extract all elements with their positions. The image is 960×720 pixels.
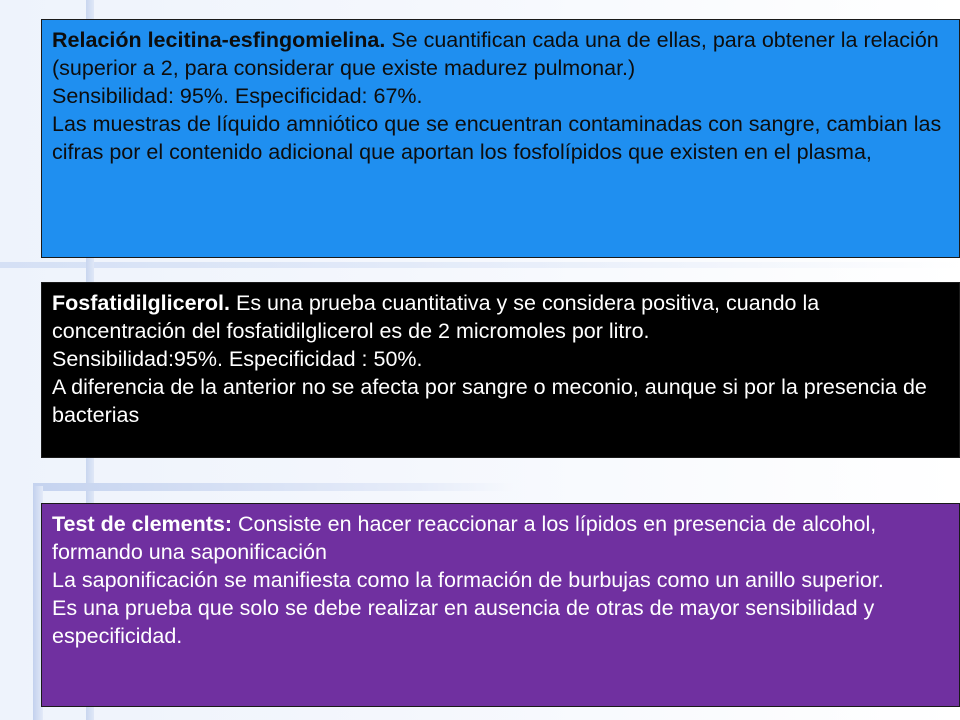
lecitina-description: Se cuantifican cada una de ellas, para obtener la relación (superior a 2, para considerar que existe madurez pulmonar.) — [52, 28, 939, 80]
clements-usage-note: Es una prueba que solo se debe realizar en ausencia de otras de mayor sensibilidad y especificidad. — [52, 596, 875, 648]
fosfatidil-description: Es una prueba cuantitativa y se considera positiva, cuando la concentración del fosfatidilglicerol es de 2 micromoles por litro. — [52, 291, 820, 343]
lecitina-title: Relación lecitina-esfingomielina. — [52, 28, 386, 52]
clements-saponification-note: La saponificación se manifiesta como la formación de burbujas como un anillo superior. — [52, 568, 884, 592]
lecitina-paragraph — [52, 26, 949, 82]
fosfatidilglicerol-box — [41, 282, 960, 458]
clements-paragraph — [52, 510, 949, 566]
clements-description: Consiste en hacer reaccionar a los lípidos en presencia de alcohol, formando una saponificación — [52, 512, 877, 564]
lecitina-sensitivity: Sensibilidad: 95%. Especificidad: 67%. — [52, 84, 423, 108]
test-de-clements-box — [41, 503, 960, 707]
lecitina-esfingomielina-box — [41, 19, 960, 258]
fosfatidil-title: Fosfatidilglicerol. — [52, 291, 230, 315]
fosfatidil-difference-note: A diferencia de la anterior no se afecta por sangre o meconio, aunque si por la presencia de bacterias — [52, 375, 927, 427]
fosfatidil-sensitivity: Sensibilidad:95%. Especificidad : 50%. — [52, 347, 423, 371]
lecitina-contamination-note: Las muestras de líquido amniótico que se encuentran contaminadas con sangre, cambian las cifras por el contenido adicional que aportan los fosfolípidos que existen en el plasma, — [52, 112, 942, 164]
decorative-horizontal-band — [0, 262, 960, 268]
clements-title: Test de clements: — [52, 512, 233, 536]
decorative-horizontal-bar — [33, 483, 513, 491]
fosfatidil-paragraph — [52, 289, 949, 345]
